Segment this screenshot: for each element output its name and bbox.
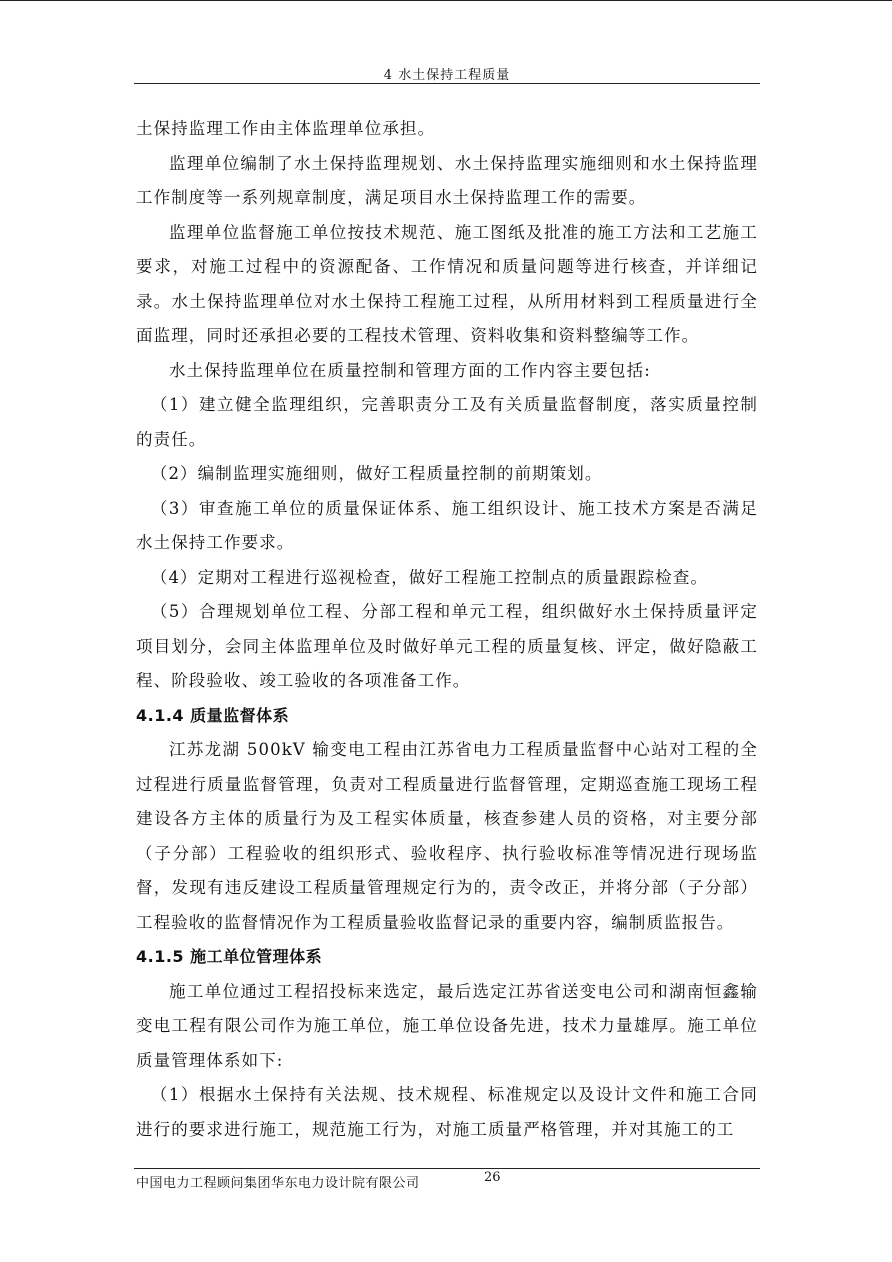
- footer-company: 中国电力工程顾问集团华东电力设计院有限公司: [136, 1176, 420, 1191]
- section-heading: 4.1.5 施工单位管理体系: [136, 947, 323, 966]
- paragraph: 监理单位监督施工单位按技术规范、施工图纸及批准的施工方法和工艺施工要求，对施工过程中的资源配备、工作情况和质量问题等进行核查，并详细记录。水土保持监理单位对水土保持工程施工过程，从所用材料到工程质量进行全面监理，同时还承担必要的工程技术管理、资料收集和资料整编等工作。: [136, 222, 758, 345]
- list-item: （4）定期对工程进行巡视检查，做好工程施工控制点的质量跟踪检查。: [150, 567, 709, 587]
- top-border: [0, 0, 892, 1]
- list-item: （1）建立健全监理组织，完善职责分工及有关质量监督制度，落实质量控制的责任。: [136, 395, 758, 449]
- list-item: （2）编制监理实施细则，做好工程质量控制的前期策划。: [150, 464, 603, 483]
- paragraph-continuation: 土保持监理工作由主体监理单位承担。: [136, 119, 436, 138]
- list-item: （1）根据水土保持有关法规、技术规程、标准规定以及设计文件和施工合同进行的要求进行施工，规范施工行为，对施工质量严格管理，并对其施工的工: [136, 1085, 758, 1139]
- footer-rule: [134, 1168, 760, 1169]
- paragraph: 水土保持监理单位在质量控制和管理方面的工作内容主要包括:: [169, 360, 651, 380]
- paragraph: 江苏龙湖 500kV 输变电工程由江苏省电力工程质量监督中心站对工程的全过程进行质量监督管理，负责对工程质量进行监督管理，定期巡查施工现场工程建设各方主体的质量行为及工程实体质量，核查参建人员的资格，对主要分部（子分部）工程验收的组织形式、验收程序、执行验收标准等情况进行现场监督，发现有违反建设工程质量管理规定行为的，责令改正，并将分部（子分部）工程验收的监督情况作为工程质量验收监督记录的重要内容，编制质监报告。: [136, 740, 758, 932]
- header-rule: [134, 83, 760, 84]
- paragraph: 监理单位编制了水土保持监理规划、水土保持监理实施细则和水土保持监理工作制度等一系列规章制度，满足项目水土保持监理工作的需要。: [136, 153, 758, 207]
- section-heading: 4.1.4 质量监督体系: [136, 705, 290, 725]
- list-item: （5）合理规划单位工程、分部工程和单元工程，组织做好水土保持质量评定项目划分，会同主体监理单位及时做好单元工程的质量复核、评定，做好隐蔽工程、阶段验收、竣工验收的各项准备工作。: [136, 602, 758, 690]
- running-header: 4 水土保持工程质量: [383, 68, 511, 83]
- list-item: （3）审查施工单位的质量保证体系、施工组织设计、施工技术方案是否满足水土保持工作要求。: [136, 498, 758, 552]
- paragraph: 施工单位通过工程招投标来选定，最后选定江苏省送变电公司和湖南恒鑫输变电工程有限公司作为施工单位，施工单位设备先进，技术力量雄厚。施工单位质量管理体系如下:: [136, 981, 758, 1070]
- body-text: [136, 112, 758, 1147]
- page-number: 26: [484, 1170, 501, 1185]
